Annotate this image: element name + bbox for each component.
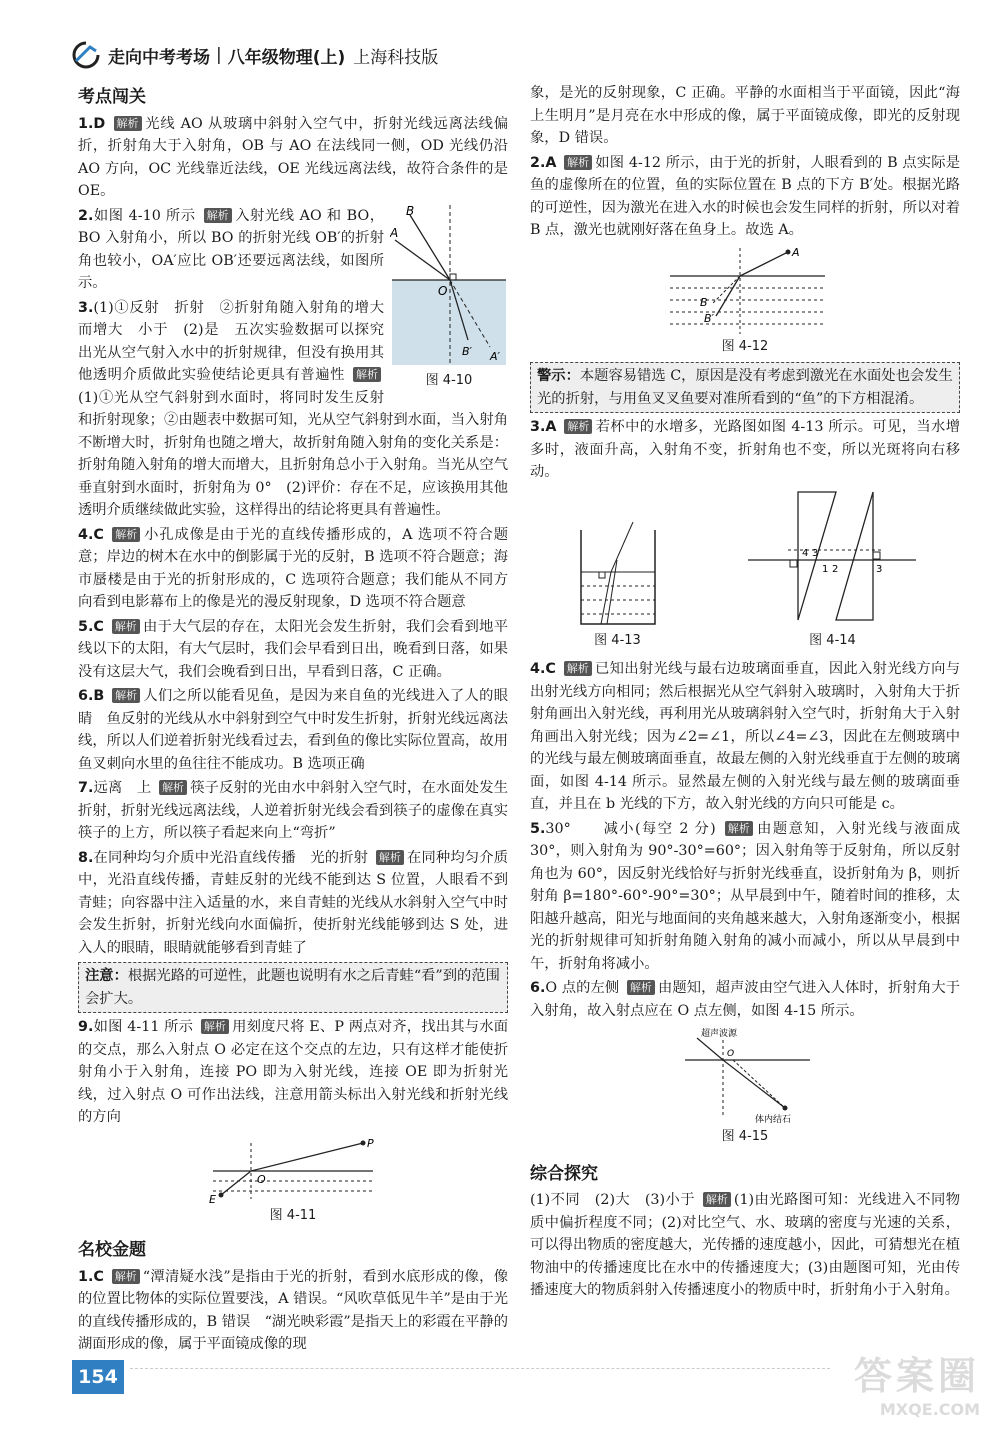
item-text: “潭清疑水浅”是指由于光的折射，看到水底形成的像，像的位置比物体的实际位置要浅，A 错误。“风吹草低见牛羊”是由于光的直线传播形成的，B 错误 “湖光映彩霞”是指天上的彩霞在平静的湖面形成的像，属于平面镜成像的现 — [78, 1268, 509, 1352]
brand-logo-icon — [70, 41, 102, 69]
analysis-tag: 解析 — [564, 661, 592, 676]
gold-item-1 — [78, 1266, 508, 1356]
item-number: 7. — [78, 780, 94, 796]
answer-item-9 — [78, 1016, 508, 1129]
section-title-kaodian: 考点闯关 — [78, 87, 146, 107]
note-label: 注意： — [85, 968, 128, 984]
answer-item-5 — [78, 616, 508, 684]
note-text: 本题容易错选 C，原因是没有考虑到激光在水面处也会发生光的折射，与用鱼叉叉鱼要对准所看到的“鱼”的下方相混淆。 — [537, 368, 953, 407]
item-number: 3.A — [530, 419, 557, 435]
item-number: 2.A — [530, 154, 557, 171]
analysis-tag: 解析 — [112, 527, 140, 542]
gold-item-5 — [530, 818, 960, 976]
note-box — [78, 962, 508, 1013]
analysis-tag: 解析 — [376, 850, 404, 865]
item-answer: 远离 上 — [93, 780, 152, 796]
figures-4-13-4-14 — [530, 490, 960, 653]
gold-item-6 — [530, 977, 960, 1022]
item-text: 由题知，超声波由空气进入人体时，折射角大于入射角，故入射点应在 O 点左侧，如图 4-15 所示。 — [530, 980, 961, 1019]
svg-text:4: 4 — [801, 547, 808, 559]
svg-text:B′: B′ — [462, 344, 473, 358]
analysis-tag: 解析 — [725, 821, 753, 836]
svg-text:A′: A′ — [490, 349, 501, 363]
refraction-diagram-4-10 — [390, 205, 508, 370]
analysis-tag: 解析 — [627, 980, 655, 995]
item-number: 5. — [530, 820, 546, 837]
figure-caption: 图 4-15 — [721, 1129, 769, 1144]
analysis-tag: 解析 — [112, 1269, 140, 1284]
svg-text:3: 3 — [875, 563, 882, 575]
section-title-mingxiao: 名校金题 — [78, 1240, 146, 1260]
figure-caption: 图 4-12 — [721, 338, 769, 354]
item-text: 已知出射光线与最右边玻璃面垂直，因此入射光线方向与出射光线方向相同；然后根据光从空气斜射入玻璃时，入射角大于折射角画出入射光线，再利用光从玻璃斜射入空气时，折射角大于入射角画出入射光线；因为∠2=∠1，所以∠4=∠3，因此在左侧玻璃中的光线与最左侧玻璃面垂直，故最左侧的入射光线垂直于左侧的玻璃面，如图 4-14 所示。显然最左侧的入射光线与最左侧的玻璃面垂直，并且在 b 光线的下方，故入射光线的方向只可能是 c。 — [530, 661, 960, 812]
analysis-tag: 解析 — [112, 619, 140, 634]
item-number: 4.C — [78, 526, 104, 543]
svg-text:B: B — [700, 295, 708, 309]
figure-4-11 — [78, 1133, 508, 1228]
item-answer: 如图 4-11 所示 — [93, 1019, 194, 1035]
series-title: 走向中考考场 — [108, 47, 210, 68]
svg-text:2: 2 — [831, 563, 838, 575]
refraction-diagram-4-11 — [203, 1133, 383, 1205]
svg-text:B: B — [406, 204, 415, 218]
answer-item-1 — [78, 113, 508, 203]
item-answer: 如图 4-10 所示 — [93, 207, 196, 224]
figure-4-14 — [748, 490, 918, 653]
left-column — [78, 82, 508, 1358]
item-number: 5.C — [78, 618, 104, 635]
item-text: 由于大气层的存在，太阳光会发生折射，我们会看到地平线以下的太阳，有大气层时，我们会早看到日出，晚看到日落，如果没有这层大气，我们会晚看到日出，早看到日落，C 正确。 — [78, 618, 508, 680]
item-text: 小孔成像是由于光的直线传播形成的，A 选项不符合题意；岸边的树木在水中的倒影属于光的反射，B 选项不符合题意；海市蜃楼是由于光的折射形成的，C 选项符合题意；我们能从不同方向看到电影幕布上的像是光的漫反射现象，D 选项不符合题意 — [78, 526, 508, 610]
svg-text:P: P — [367, 1136, 374, 1150]
analysis-tag: 解析 — [112, 688, 140, 703]
figure-4-15 — [530, 1026, 960, 1149]
item-answer: 在同种均匀介质中光沿直线传播 光的折射 — [93, 849, 369, 866]
section-title-zonghe: 综合探究 — [530, 1163, 598, 1184]
watermark — [780, 1345, 980, 1419]
laser-fish-diagram-4-12 — [660, 246, 830, 336]
figure-caption: 图 4-13 — [594, 632, 641, 648]
item-text: 由题意知，入射光线与液面成 30°，则入射角为 90°-30°=60°；因入射角等于反射角，所以反射角也为 60°，因反射光线恰好与折射光线垂直，设折射角为 β，则折射角 β=180°-60°-90°=30°；从早晨到中午，随着时间的推移，太阳越升越高，阳光与地面间的夹角越来越大，入射角逐渐变小，根据光的折射规律可知折射角随入射角的减小而减小，所以从早晨到中午，折射角将减小。 — [530, 820, 961, 972]
analysis-tag: 解析 — [703, 1192, 731, 1207]
warning-box — [530, 362, 960, 413]
analysis-tag: 解析 — [353, 367, 381, 382]
item-text: 象，是光的反射现象，C 正确。平静的水面相当于平面镜，因此“海上生明月”是月亮在水中形成的像，属于平面镜成像，即光的反射现象，D 错误。 — [530, 85, 960, 146]
page-number: 154 — [72, 1360, 124, 1394]
analysis-tag: 解析 — [564, 419, 592, 434]
figure-4-12 — [530, 246, 960, 359]
figure-caption: 图 4-14 — [809, 632, 856, 648]
explore-item — [530, 1189, 960, 1302]
figure-caption: 图 4-11 — [269, 1207, 317, 1223]
item-text: 光线 AO 从玻璃中斜射入空气中，折射光线远离法线偏折，折射角大于入射角，OB 与 AO 在法线同一侧，OD 光线仍沿 AO 方向，OC 光线靠近法线，OE 光线远离法线，故符合条件的是 OE。 — [78, 115, 509, 199]
ultrasound-diagram-4-15 — [675, 1026, 815, 1126]
item-text: (1)①光从空气斜射到水面时，将同时发生反射和折射现象；②由题表中数据可知，光从空气斜射到水面，当入射角不断增大时，折射角也随之增大，故折射角随入射角的变化关系是：折射角随入射角的增大而增大，且折射角总小于入射角。当光从空气垂直射到水面时，折射角为 0° (2)评价：存在不足，应该换用其他透明介质继续做此实验，这样得出的结论将更具有普遍性。 — [78, 389, 508, 518]
publisher-name: 上海科技版 — [353, 47, 439, 68]
item-text: 人们之所以能看见鱼，是因为来自鱼的光线进入了人的眼睛 鱼反射的光线从水中斜射到空气中时发生折射，折射光线远离法线，所以人们逆着折射光线看过去，看到鱼的像比实际位置高，故用鱼叉刺向水里的鱼往往不能成功。B 选项正确 — [78, 688, 508, 772]
item-text: (1)由光路图可知：光线进入不同物质中偏折程度不同；(2)对比空气、水、玻璃的密度与光速的关系，可以得出物质的密度越大，光传播的速度越小，因此，可猜想光在植物油中的传播速度比在水中的传播速度大；(3)由题图可知，光由传播速度大的物质斜射入传播速度小的物质中时，折射角小于入射角。 — [530, 1192, 960, 1298]
analysis-tag: 解析 — [114, 116, 142, 131]
analysis-tag: 解析 — [201, 1019, 229, 1034]
svg-text:B′: B′ — [704, 311, 715, 325]
item-answer: O 点的左侧 — [545, 980, 620, 996]
subject-title: 八年级物理(上) — [227, 47, 346, 68]
analysis-tag: 解析 — [204, 208, 232, 223]
footer-divider — [130, 1368, 830, 1379]
svg-text:1: 1 — [821, 563, 828, 575]
stone-label: 体内结石 — [755, 1115, 792, 1125]
item-number: 6.B — [78, 688, 105, 704]
gold-item-3 — [530, 416, 960, 484]
svg-text:O: O — [257, 1172, 266, 1186]
answer-item-8 — [78, 847, 508, 960]
item-number: 1.D — [78, 115, 106, 132]
analysis-tag: 解析 — [564, 155, 592, 170]
answer-item-4 — [78, 524, 508, 614]
item-number: 4.C — [530, 661, 556, 677]
figure-4-10 — [390, 205, 508, 393]
item-answer: (1)不同 (2)大 (3)小于 — [530, 1192, 695, 1208]
watermark-text: 答案圈 — [853, 1354, 980, 1398]
gold-item-2 — [530, 152, 960, 242]
watermark-url: MXQE.COM — [879, 1400, 980, 1419]
item-answer: 30° 减小(每空 2 分) — [545, 820, 716, 837]
item-number: 2. — [78, 207, 94, 224]
header-separator: | — [216, 45, 222, 65]
item-text: 若杯中的水增多，光路图如图 4-13 所示。可见，当水增多时，液面升高，入射角不变，折射角也不变，所以光斑将向右移动。 — [530, 419, 960, 480]
glass-prism-diagram-4-14 — [748, 490, 918, 630]
item-number: 3. — [78, 299, 94, 316]
item-answer: (1)①反射 折射 ②折射角随入射角的增大而增大 小于 (2)是 五次实验数据可以探究出光从空气射入水中的折射规律，但没有换用其他透明介质做此实验使结论更具有普遍性 — [78, 299, 384, 383]
item-text: 筷子反射的光由水中斜射入空气时，在水面处发生折射，折射光线远离法线，人逆着折射光线会看到筷子的虚像在真实筷子的上方，所以筷子看起来向上“弯折” — [78, 780, 509, 841]
item-number: 8. — [78, 849, 94, 866]
svg-text:3: 3 — [811, 547, 818, 559]
svg-text:A: A — [792, 245, 800, 259]
item-number: 1.C — [78, 1268, 104, 1285]
item-text: 入射光线 AO 和 BO，BO 入射角小，所以 BO 的折射光线 OB′的折射角也较小，OA′应比 OB′还要远离法线，如图所示。 — [78, 207, 384, 291]
svg-text:A: A — [390, 225, 399, 240]
item-number: 6. — [530, 980, 546, 996]
answer-item-7 — [78, 777, 508, 845]
svg-text:O: O — [438, 283, 448, 298]
gold-item-1-continued — [530, 82, 960, 150]
svg-text:E: E — [209, 1192, 216, 1205]
right-column — [530, 82, 960, 1304]
item-text: 用刻度尺将 E、P 两点对齐，找出其与水面的交点，那么入射点 O 必定在这个交点的左边，只有这样才能使折射角小于入射角，连接 PO 即为入射光线，连接 OE 即为折射光线，过入射点 O 可作出法线，注意用箭头标出入射光线和折射光线的方向 — [78, 1019, 508, 1125]
cup-diagram-4-13 — [573, 520, 663, 630]
item-number: 9. — [78, 1019, 94, 1035]
svg-text:O: O — [727, 1049, 735, 1059]
figure-caption: 图 4-10 — [425, 372, 473, 388]
analysis-tag: 解析 — [159, 780, 187, 795]
note-label: 警示： — [537, 368, 580, 384]
figure-4-13 — [573, 520, 663, 653]
answer-item-6 — [78, 685, 508, 775]
gold-item-4 — [530, 658, 960, 816]
ultrasound-source-label: 超声波源 — [701, 1029, 738, 1039]
note-text: 根据光路的可逆性，此题也说明有水之后青蛙“看”到的范围会扩大。 — [85, 968, 500, 1007]
running-header — [70, 38, 438, 72]
item-text: 如图 4-12 所示，由于光的折射，人眼看到的 B 点实际是鱼的虚像所在的位置，鱼的实际位置在 B 点的下方 B′处。根据光路的可逆性，因为激光在进入水的时候也会发生同样的折射，所以对着 B 点，激光也就刚好落在鱼身上。故选 A。 — [530, 154, 960, 238]
item-text: 在同种均匀介质中，光沿直线传播，青蛙反射的光线不能到达 S 位置，人眼看不到青蛙；向容器中注入适量的水，来自青蛙的光线从水斜射入空气中时会发生折射，折射光线向水面偏折，使折射光线能够到达 S 处，进入人的眼睛，眼睛就能够看到青蛙了 — [78, 849, 509, 956]
